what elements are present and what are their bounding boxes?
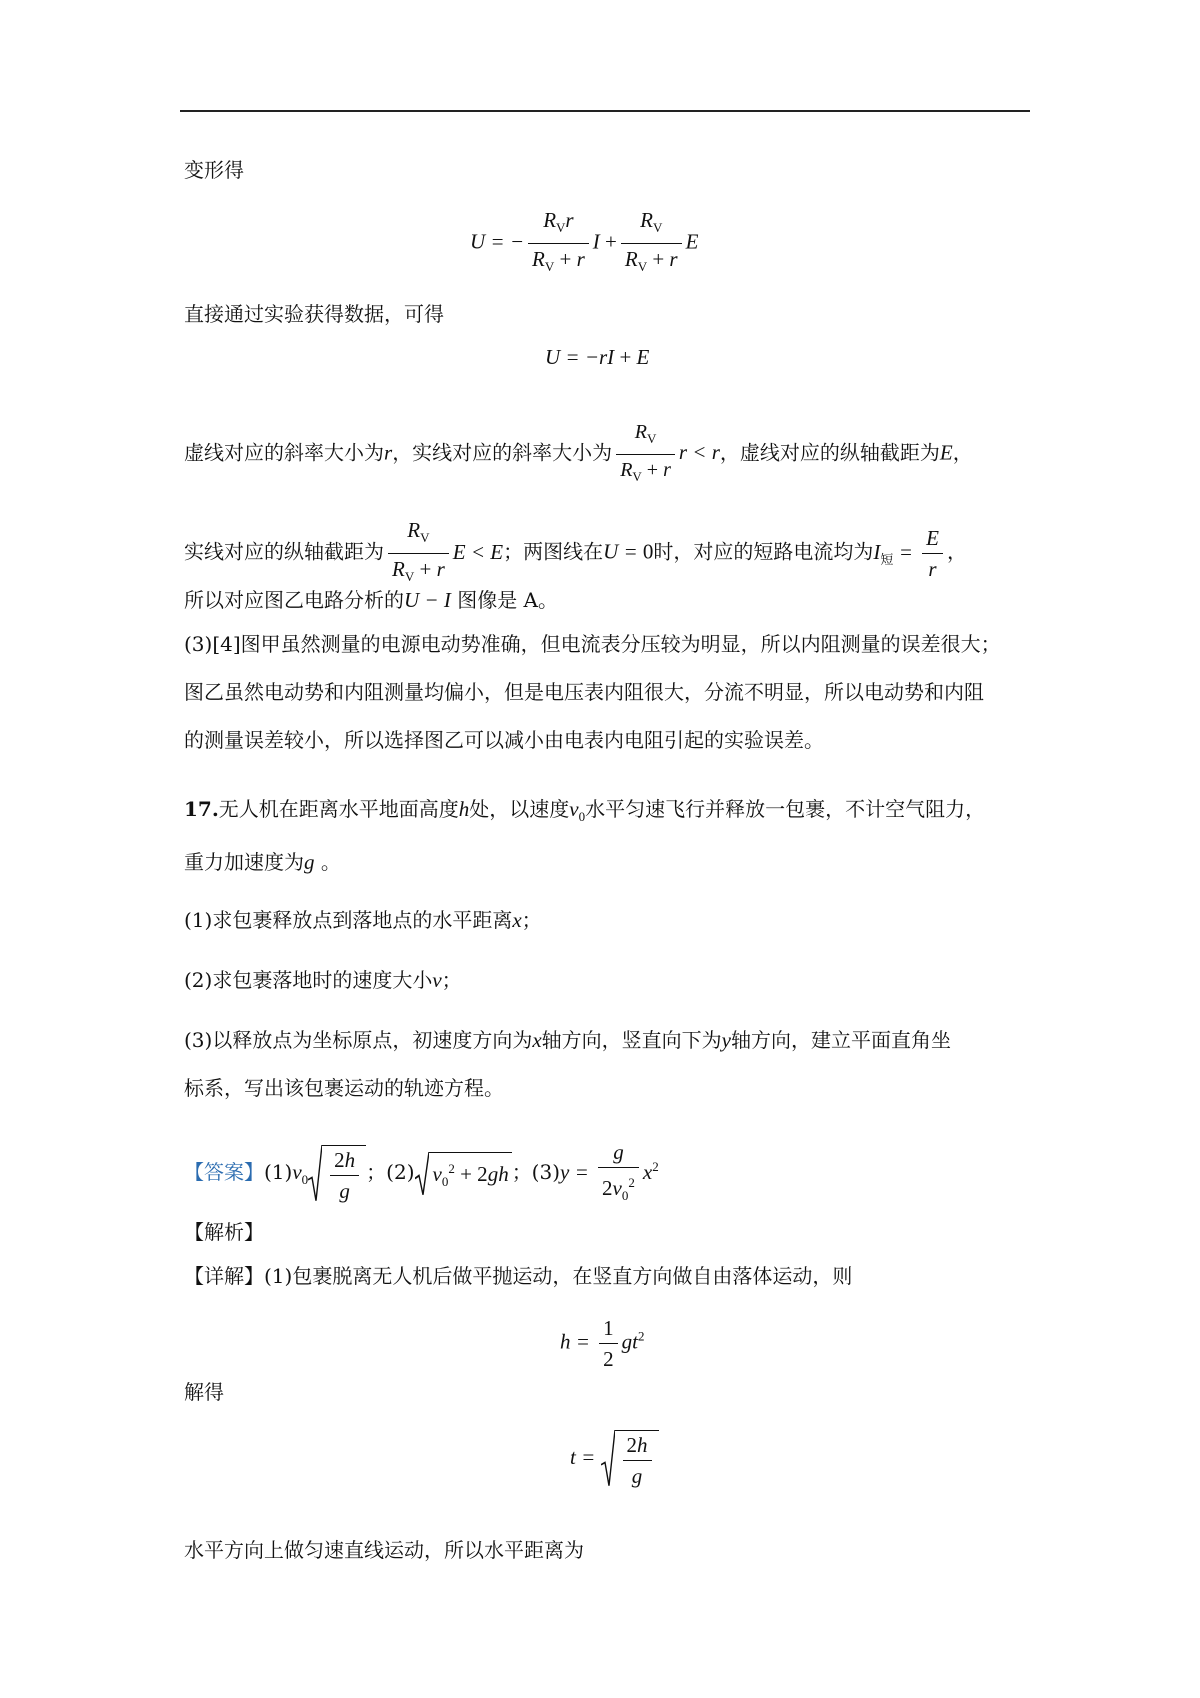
answer-line: 【答案】$(1)v_0$ $\frac{2h}{g}$ ；(2) $v_0^2 + 2gh$ ；(3)y = $\frac{g}{2v_0^2}$ $x^2$ (184, 1140, 659, 1204)
equation-t: t = $\frac{2h}{g}$ (570, 1430, 659, 1488)
text-line-7: 图乙虽然电动势和内阻测量均偏小，但是电压表内阻很大，分流不明显，所以电动势和内阻 (184, 680, 984, 704)
text-line-6: (3)[4]图甲虽然测量的电源电动势准确，但电流表分压较为明显，所以内阻测量的误差很大； (184, 632, 1001, 656)
analysis-label: 【解析】 (184, 1220, 264, 1244)
equation-1: U = − $\frac{R_Vr}{R_V + r}$ I + $\frac{R_V}{R_V + r}$ E (470, 208, 699, 275)
header-rule (180, 110, 1030, 112)
question-17-line-1: 17.无人机在距离水平地面高度h处，以速度$v_0$水平匀速飞行并释放一包裹，不计空气阻力， (184, 797, 986, 825)
equation-2: U = −rI + E (545, 345, 650, 369)
last-line: 水平方向上做匀速直线运动，所以水平距离为 (184, 1538, 584, 1562)
text-line-5: 所以对应图乙电路分析的U − I 图像是 A。 (184, 588, 559, 612)
equation-h: h = $\frac{1}{2}$ $gt^2$ (560, 1316, 645, 1371)
question-17-line-2: 重力加速度为g 。 (184, 850, 341, 874)
text-line-2: 直接通过实验获得数据，可得 (184, 302, 444, 326)
question-part-2: (2)求包裹落地时的速度大小v； (184, 968, 462, 992)
question-part-3-line-1: (3)以释放点为坐标原点，初速度方向为x轴方向，竖直向下为y轴方向，建立平面直角坐 (184, 1028, 951, 1052)
solve-label: 解得 (184, 1380, 224, 1404)
text-line-1: 变形得 (184, 158, 244, 182)
detail-line: 【详解】(1)包裹脱离无人机后做平抛运动，在竖直方向做自由落体运动，则 (184, 1264, 853, 1288)
question-part-3-line-2: 标系，写出该包裹运动的轨迹方程。 (184, 1076, 504, 1100)
text-line-3: 虚线对应的斜率大小为r，实线对应的斜率大小为 $\frac{R_V}{R_V + r}$ r < r，虚线对应的纵轴截距为E， (184, 421, 973, 484)
question-part-1: (1)求包裹释放点到落地点的水平距离x； (184, 908, 542, 932)
text-line-4: 实线对应的纵轴截距为 $\frac{R_V}{R_V + r}$ E < E；两图线在U = 0时，对应的短路电流均为$I_短$ = $\frac{E}{r}$ ， (184, 518, 967, 585)
text-line-8: 的测量误差较小，所以选择图乙可以减小由电表内电阻引起的实验误差。 (184, 728, 824, 752)
